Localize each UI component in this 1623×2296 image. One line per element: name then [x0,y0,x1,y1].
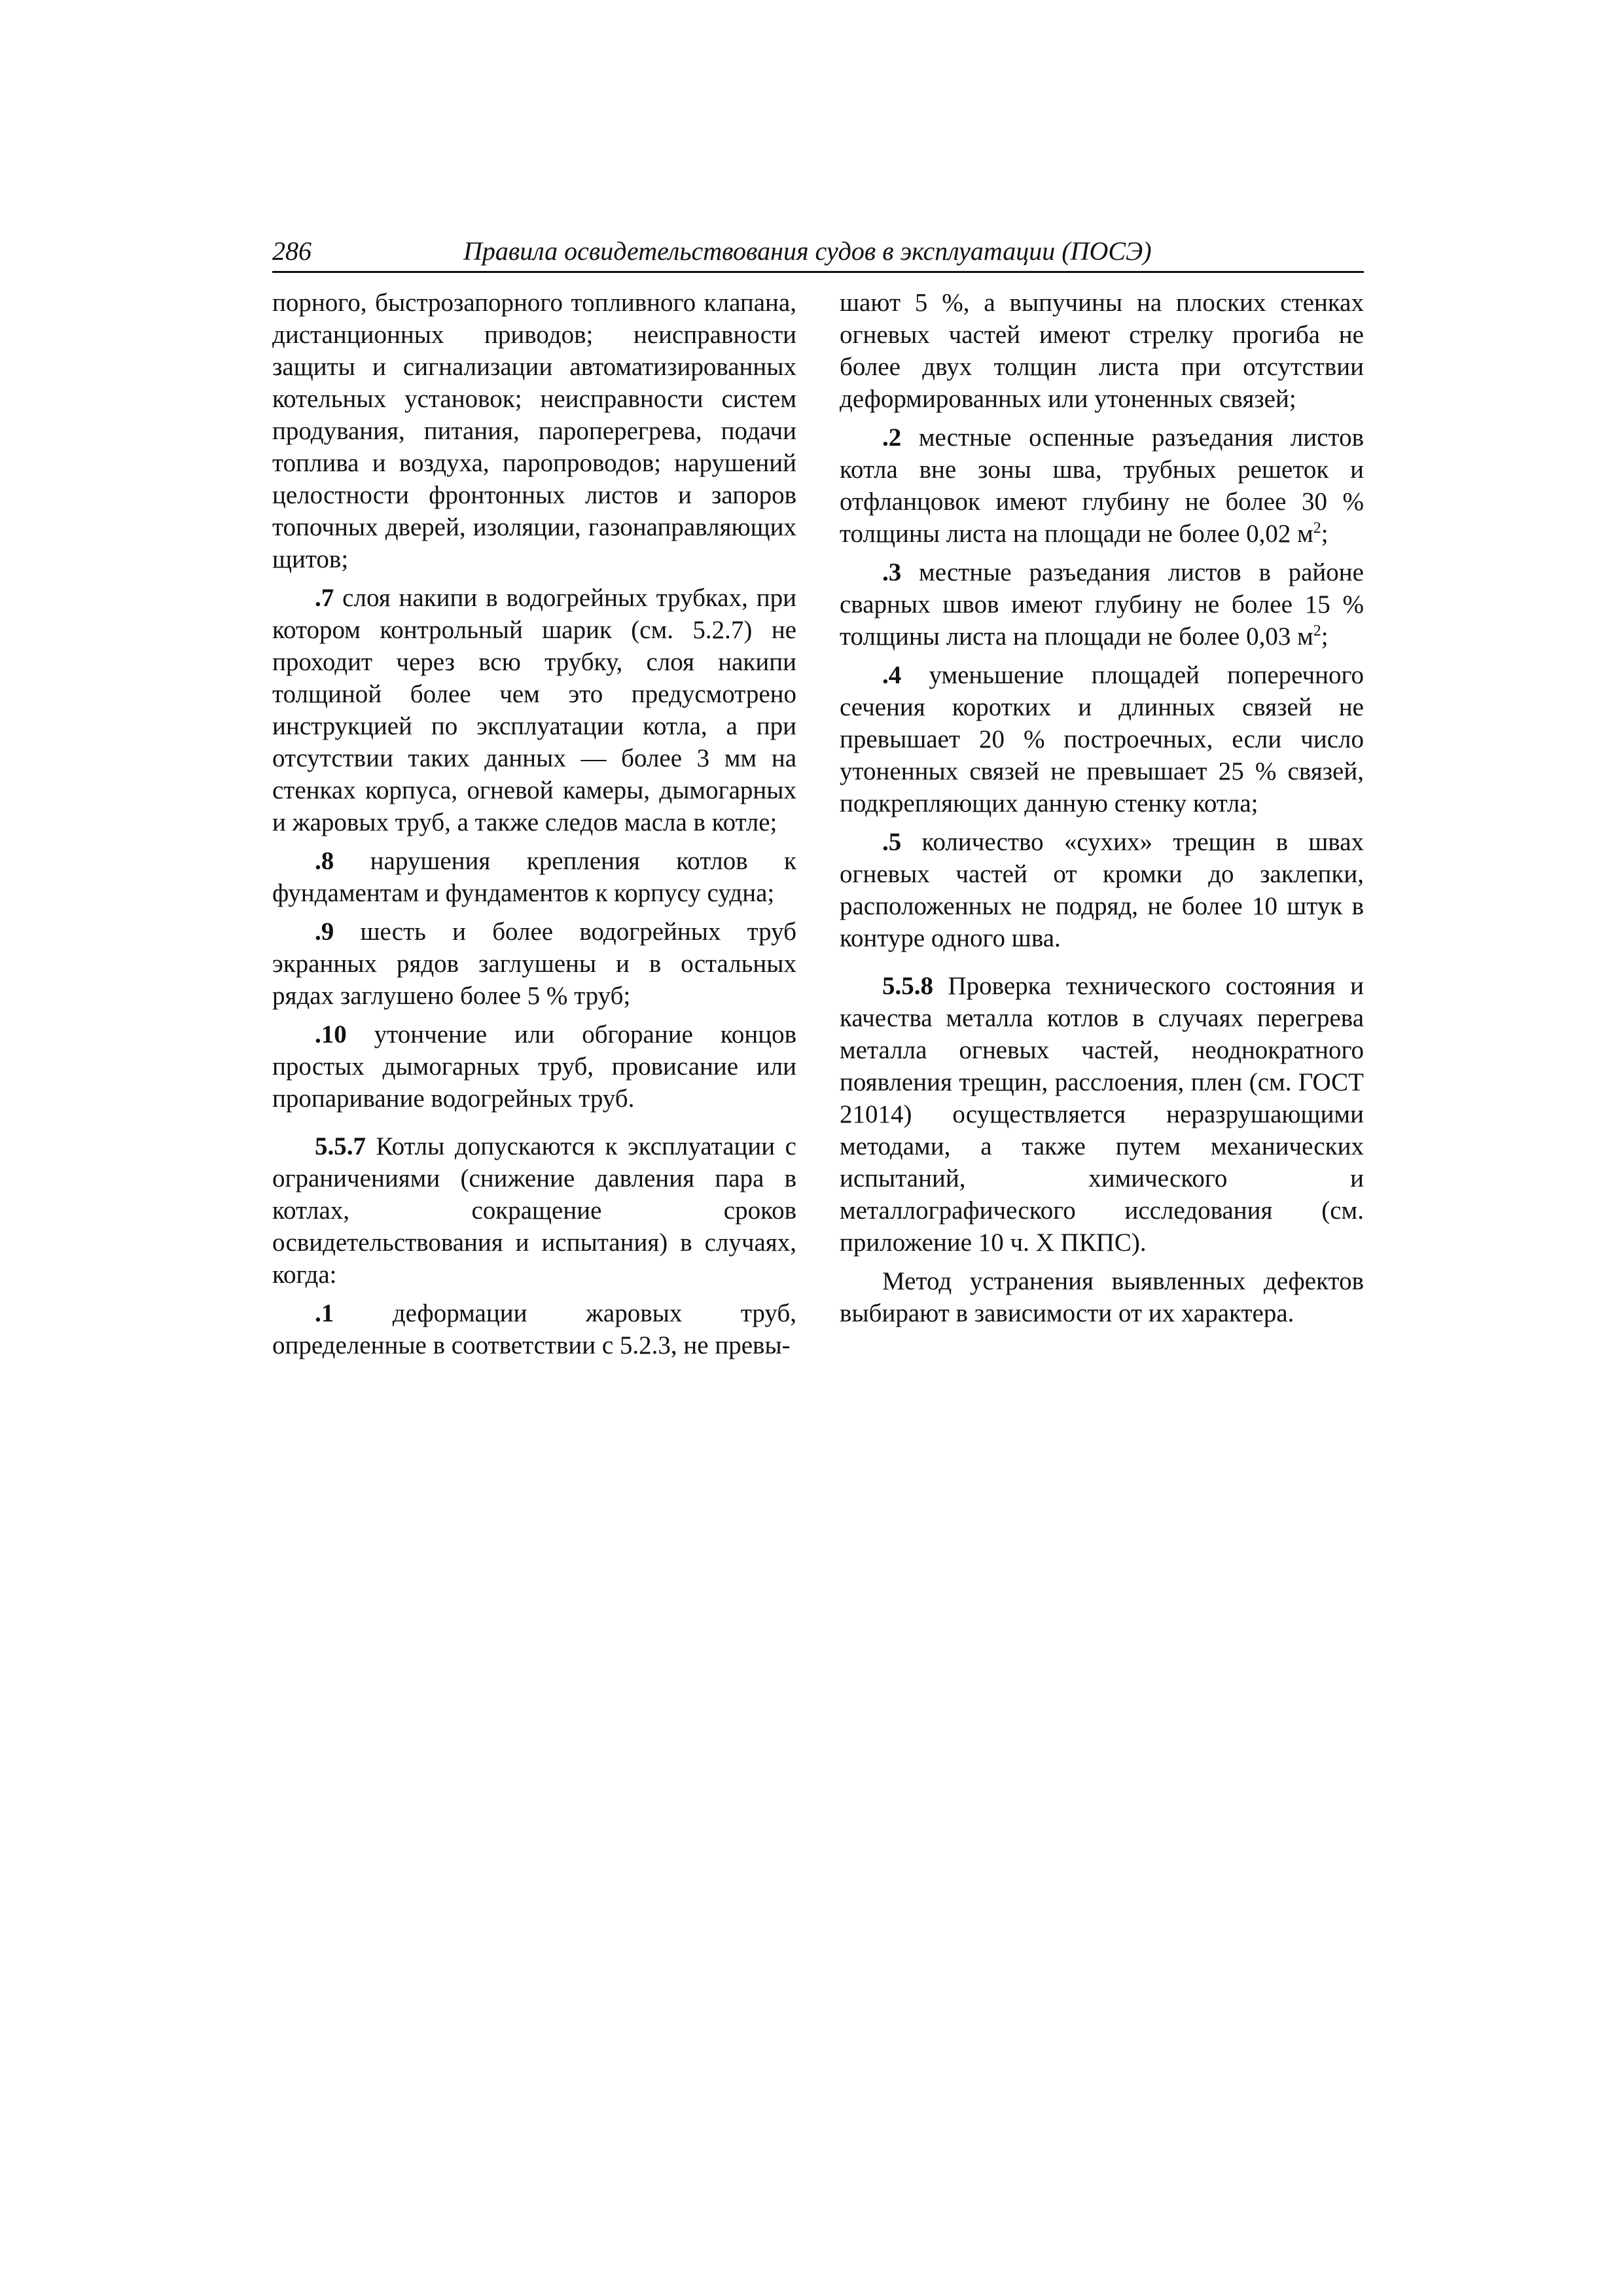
item-text-end: ; [1321,622,1329,651]
section-text: Котлы допускаются к эксплуатации с ограничениями (снижение давления пара в котлах, сокращение сроков освидетельствования и испытания) в случаях, когда: [272,1132,796,1289]
item-number: .2 [882,423,902,452]
item-text-end: ; [1321,520,1329,548]
item-number: .8 [315,847,334,875]
list-item-2 [840,422,1364,550]
running-title: Правила освидетельствования судов в эксплуатации (ПОСЭ) [463,236,1152,266]
item-text: местные разъедания листов в районе сварных швов имеют глубину не более 15 % толщины листа на площади не более 0,03 м [840,558,1364,651]
item-text: уменьшение площадей поперечного сечения коротких и длинных связей не превышает 20 % построечных, если число утоненных связей не превышает 25 % связей, подкрепляющих данную стенку котла; [840,661,1364,817]
section-5-5-8 [840,970,1364,1259]
superscript-2: 2 [1313,622,1321,639]
section-number: 5.5.8 [882,972,933,1000]
page-number: 286 [272,236,312,266]
item-text: количество «сухих» трещин в швах огневых частей от кромки до заклепки, расположенных не подряд, не более 10 штук в контуре одного шва. [840,828,1364,952]
list-item-8 [272,845,796,909]
paragraph-text: шают 5 %, а выпучины на плоских стенках огневых частей имеют стрелку прогиба не более двух толщин листа при отсутствии деформированных или утоненных связей; [840,289,1364,413]
item-number: .9 [315,918,334,946]
continued-paragraph [272,287,796,575]
list-item-4 [840,659,1364,819]
section-number: 5.5.7 [315,1132,366,1160]
section-5-5-7 [272,1130,796,1291]
superscript-2: 2 [1313,520,1321,537]
item-number: .10 [315,1020,347,1049]
item-number: .3 [882,558,902,586]
item-text: шесть и более водогрейных труб экранных рядов заглушены и в остальных рядах заглушено более 5 % труб; [272,918,796,1010]
item-text: утончение или обгорание концов простых дымогарных труб, провисание или пропаривание водогрейных труб. [272,1020,796,1113]
item-number: .7 [315,584,334,612]
section-text: Проверка технического состояния и качества металла котлов в случаях перегрева металла огневых частей, неоднократного появления трещин, расслоения, плен (см. ГОСТ 21014) осуществляется неразрушающими методами, а также путем механических испытаний, химического и металлографического исследования (см. приложение 10 ч. X ПКПС). [840,972,1364,1257]
item-number: .5 [882,828,902,856]
list-item-1 [272,1297,796,1361]
list-item-9 [272,916,796,1012]
closing-paragraph [840,1265,1364,1329]
item-number: .1 [315,1299,334,1327]
paragraph-text: порного, быстрозапорного топливного клапана, дистанционных приводов; неисправности защиты и сигнализации автоматизированных котельных установок; неисправности систем продувания, питания, пароперегрева, подачи топлива и воздуха, паропроводов; нарушений целостности фронтонных листов и запоров топочных дверей, изоляции, газонаправляющих щитов; [272,289,796,573]
right-column [840,287,1364,1329]
item-text: деформации жаровых труб, определенные в соответствии с 5.2.3, не превы- [272,1299,796,1359]
left-column [272,287,796,1361]
item-text: нарушения крепления котлов к фундаментам и фундаментов к корпусу судна; [272,847,796,907]
list-item-5 [840,826,1364,954]
item-text: местные оспенные разъедания листов котла вне зоны шва, трубных решеток и отфланцовок имеют глубину не более 30 % толщины листа на площади не более 0,02 м [840,423,1364,548]
continued-paragraph [840,287,1364,415]
item-number: .4 [882,661,902,689]
paragraph-text: Метод устранения выявленных дефектов выбирают в зависимости от их характера. [840,1267,1364,1327]
list-item-3 [840,556,1364,653]
item-text: слоя накипи в водогрейных трубках, при котором контрольный шарик (см. 5.2.7) не проходит через всю трубку, слоя накипи толщиной более чем это предусмотрено инструкцией по эксплуатации котла, а при отсутствии таких данных — более 3 мм на стенках корпуса, огневой камеры, дымогарных и жаровых труб, а также следов масла в котле; [272,584,796,836]
list-item-7 [272,582,796,838]
running-header [272,232,1364,273]
list-item-10 [272,1018,796,1115]
